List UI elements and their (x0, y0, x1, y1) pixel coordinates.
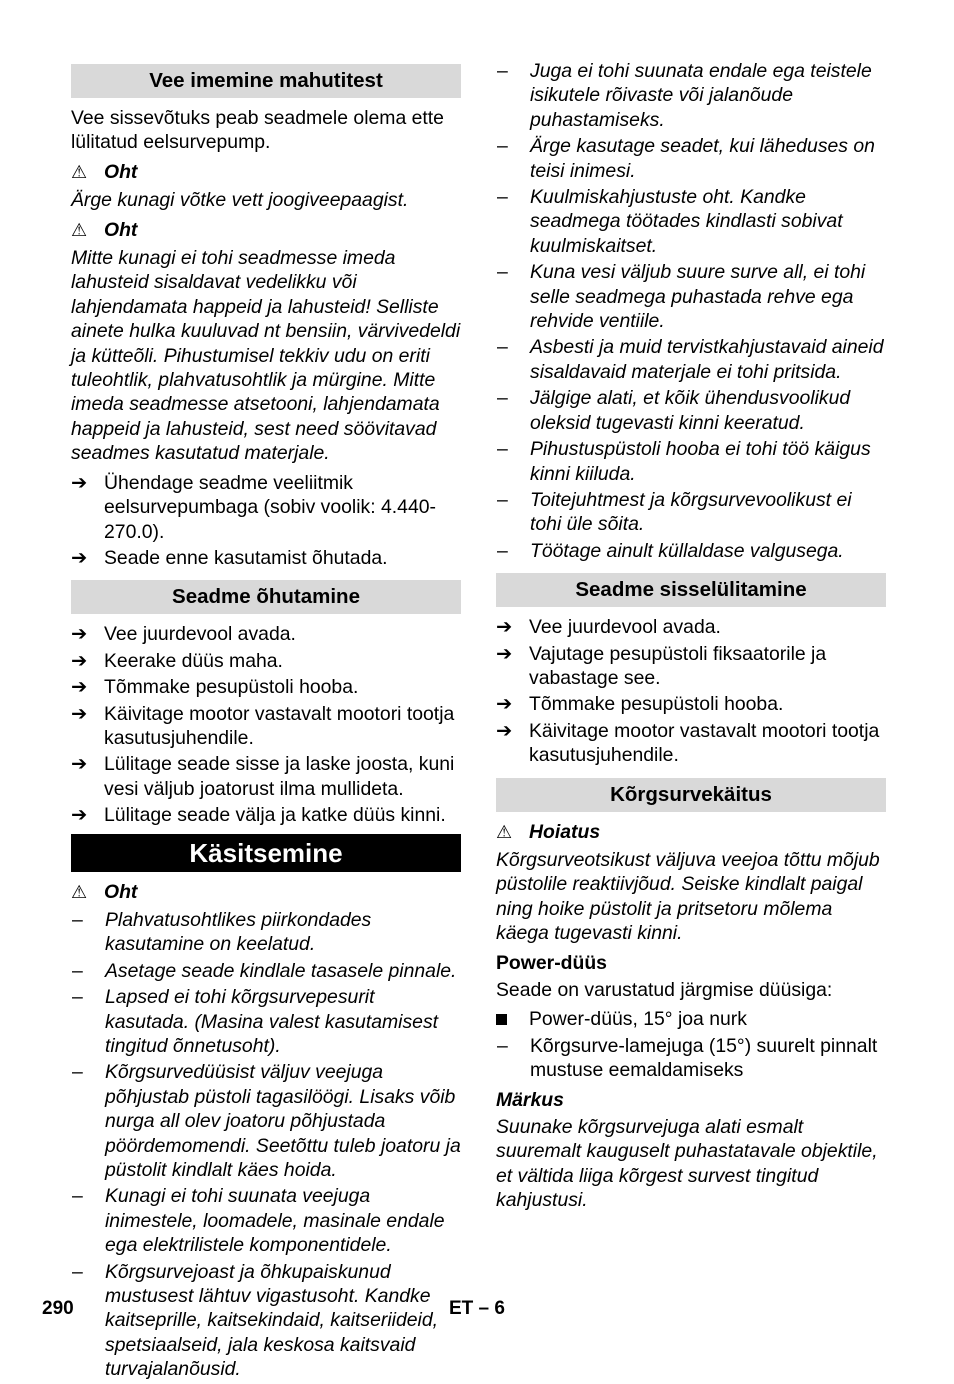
section-heading-switch-on: Seadme sisselülitamine (496, 573, 886, 607)
step-list-suction (71, 471, 461, 571)
dash-item: – Kuulmiskahjustuste oht. Kandke seadmega töötades kindlasti sobivat kuulmiskaitset. (497, 186, 843, 257)
step-item: ➔ Lülitage seade sisse ja laske joosta, kuni vesi väljub joatorust ilma mullideta. (71, 753, 455, 800)
dash-marker: – (72, 908, 83, 931)
dash-marker: – (497, 387, 508, 410)
dash-marker: – (72, 959, 83, 982)
dash-marker: – (497, 1034, 508, 1057)
arrow-right-icon: ➔ (71, 804, 88, 827)
section-heading-venting: Seadme õhutamine (71, 580, 461, 614)
arrow-right-icon: ➔ (496, 719, 513, 742)
right-column (496, 59, 886, 1218)
warning-triangle-icon: ⚠ (71, 161, 88, 182)
step-list-venting (71, 622, 461, 827)
warning-label: Oht (104, 218, 138, 241)
dash-item: – Asbesti ja muid tervistkahjustavaid aineid sisaldavaid materjale ei tohi pritsida. (497, 336, 884, 383)
dash-marker: – (497, 186, 508, 209)
dash-marker: – (497, 336, 508, 359)
warning-triangle-icon: ⚠ (71, 219, 88, 240)
step-item: ➔ Seade enne kasutamist õhutada. (71, 546, 388, 569)
step-item: ➔ Lülitage seade välja ja katke düüs kinni. (71, 804, 446, 827)
dash-marker: – (497, 135, 508, 158)
dash-item: – Jälgige alati, et kõik ühendusvoolikud oleksid tugevasti kinni keeratud. (497, 387, 851, 434)
step-item: ➔ Tõmmake pesupüstoli hooba. (71, 676, 359, 699)
warning-triangle-icon: ⚠ (71, 881, 88, 902)
nozzle-list (496, 1007, 886, 1082)
warning-2 (71, 218, 461, 242)
dash-item: – Pihustuspüstoli hooba ei tohi töö käigus kinni kiiluda. (497, 438, 871, 485)
dash-item: – Plahvatusohtlikes piirkondades kasutamine on keelatud. (72, 908, 372, 956)
subheading-power-nozzle: Power-düüs (496, 951, 607, 974)
step-item: ➔ Käivitage mootor vastavalt mootori tootja kasutusjuhendile. (71, 702, 455, 749)
dash-marker: – (72, 1260, 83, 1283)
step-item: ➔ Vee juurdevool avada. (496, 616, 721, 639)
arrow-right-icon: ➔ (496, 693, 513, 716)
dash-item: – Toitejuhtmest ja kõrgsurvevoolikust ei tohi üle sõita. (497, 488, 852, 536)
square-bullet-icon (496, 1007, 529, 1031)
dash-marker: – (497, 261, 508, 284)
step-item: ➔ Vee juurdevool avada. (71, 623, 296, 646)
dash-item: – Kuna vesi väljub suure surve all, ei tohi selle seadmega puhastada rehve ega rehvide ventiile. (497, 261, 866, 333)
step-item: ➔ Käivitage mootor vastavalt mootori tootja kasutusjuhendile. (496, 719, 880, 767)
dash-marker: – (497, 60, 508, 82)
dash-marker: – (497, 438, 508, 461)
dash-item: – Kõrgsurvedüüsist väljuv veejuga põhjustab püstoli tagasilöögi. Lisaks võib nurga all olev joatoru põhjustada pöördemomendi. Seetõttu tuleb joatoru ja püstolit kindlalt käes hoida. (72, 1061, 461, 1182)
arrow-right-icon: ➔ (496, 642, 513, 665)
dash-item: – Kõrgsurvejoast ja õhkupaiskunud mustusest lähtuv vigastusoht. Kandke kaitseprille, kaitsekindaid, kaitseriideid, spetsiaalseid, jala keskosa kaitsvaid turvajalanõusid. (72, 1260, 439, 1381)
step-item: ➔ Tõmmake pesupüstoli hooba. (496, 693, 784, 716)
dash-item: – Lapsed ei tohi kõrgsurvepesurit kasutada. (Masina valest kasutamisest tingitud õnnetusoht). (72, 986, 439, 1057)
dash-item: – Ärge kasutage seadet, kui läheduses on teisi inimesi. (497, 135, 875, 182)
nozzle-sub-item: – Kõrgsurve-lamejuga (15°) suurelt pinnalt mustuse eemaldamiseks (497, 1034, 878, 1082)
step-list-switch-on (496, 615, 886, 767)
warning-3 (71, 880, 461, 904)
nozzle-item: Power-düüs, 15° joa nurk (496, 1007, 886, 1031)
warning-4 (496, 820, 886, 844)
paragraph-prepump: Vee sissevõtuks peab seadmele olema ette lülitatud eelsurvepump. (71, 107, 444, 154)
chapter-heading-operation: Käsitsemine (71, 834, 461, 872)
warning-label: Oht (104, 160, 138, 183)
page-number: 290 (42, 1298, 74, 1319)
warning-text-drinking-water: Ärge kunagi võtke vett joogiveepaagist. (71, 189, 409, 212)
left-column (71, 64, 461, 1384)
dash-marker: – (72, 1185, 83, 1208)
warning-triangle-icon: ⚠ (496, 821, 513, 842)
arrow-right-icon: ➔ (71, 546, 88, 569)
section-heading-water-suction: Vee imemine mahutitest (71, 64, 461, 98)
step-item: ➔ Vajutage pesupüstoli fiksaatorile ja vabastage see. (496, 642, 827, 689)
step-item: ➔ Keerake düüs maha. (71, 649, 283, 672)
section-heading-high-pressure: Kõrgsurvekäitus (496, 778, 886, 812)
dash-item: – Asetage seade kindlale tasasele pinnale. (72, 959, 457, 982)
dash-marker: – (72, 986, 83, 1009)
arrow-right-icon: ➔ (71, 702, 88, 725)
note-text: Suunake kõrgsurvejuga alati esmalt suuremalt kauguselt puhastatavale objektile, et vältida liiga kõrgest survest tingitud kahjustusi. (496, 1116, 878, 1212)
arrow-right-icon: ➔ (71, 676, 88, 699)
dash-item: – Juga ei tohi suunata endale ega teistele isikutele rõivaste või jalanõude puhastamiseks. (497, 60, 872, 131)
arrow-right-icon: ➔ (71, 471, 88, 494)
language-page-indicator: ET – 6 (449, 1298, 505, 1319)
dash-marker: – (497, 488, 508, 511)
arrow-right-icon: ➔ (71, 649, 88, 672)
arrow-right-icon: ➔ (71, 623, 88, 646)
arrow-right-icon: ➔ (71, 753, 88, 776)
dash-marker: – (497, 539, 508, 562)
dash-item: – Kunagi ei tohi suunata veejuga inimestele, loomadele, masinale endale ega elektrilistele komponentidele. (72, 1185, 445, 1257)
paragraph-nozzle-intro: Seade on varustatud järgmise düüsiga: (496, 979, 833, 1001)
dash-list-safety-continued (496, 59, 886, 563)
note-label: Märkus (496, 1088, 564, 1111)
warning-label: Oht (104, 880, 138, 903)
step-item: ➔ Ühendage seadme veeliitmik eelsurvepumbaga (sobiv voolik: 4.440-270.0). (71, 471, 436, 543)
warning-1 (71, 160, 461, 184)
warning-text-recoil: Kõrgsurveotsikust väljuva veejoa tõttu mõjub püstolile reaktiivjõud. Seiske kindlalt paigal ning hoike püstolit ja pritsetoru mõlema käega tugevasti kinni. (496, 848, 880, 945)
warning-label: Hoiatus (529, 820, 601, 843)
warning-text-solvents: Mitte kunagi ei tohi seadmesse imeda lahusteid sisaldavat vedelikku või lahjendamata happeid ja lahusteid! Selliste ainete hulka kuuluvad nt bensiin, värvivedeldi ja kütteõli. Pihustumisel tekkiv udu on eriti tuleohtlik, plahvatusohtlik ja mürgine. Mitte imeda seadmesse atsetooni, lahjendamata happeid ja lahusteid, sest need söövitavad seadmes kasutatud materjale. (71, 247, 461, 465)
arrow-right-icon: ➔ (496, 616, 513, 639)
dash-item: – Töötage ainult küllaldase valgusega. (497, 539, 844, 562)
dash-marker: – (72, 1061, 83, 1084)
dash-list-safety (71, 908, 461, 1382)
